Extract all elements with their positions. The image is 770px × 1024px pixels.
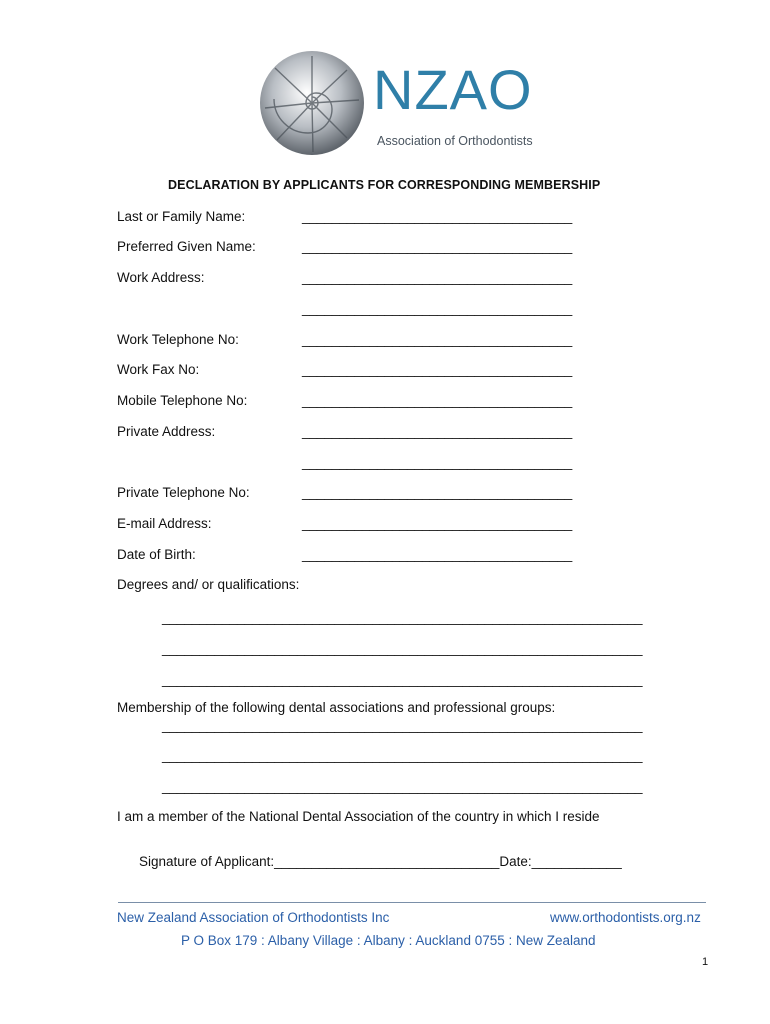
email-label: E-mail Address: [117,516,212,531]
work-address-label: Work Address: [117,270,205,285]
degrees-label: Degrees and/ or qualifications: [117,577,300,592]
footer-org-name: New Zealand Association of Orthodontists Inc [117,910,390,925]
email-field[interactable]: ____________________________________ [302,516,573,531]
work-address-field-2[interactable]: ____________________________________ [302,301,573,316]
degrees-field-2[interactable]: ________________________________________________________________ [162,641,643,656]
degrees-field-3[interactable]: ________________________________________________________________ [162,672,643,687]
logo-subtitle: Association of Orthodontists [377,134,533,148]
private-address-field-2[interactable]: ____________________________________ [302,455,573,470]
footer-address: P O Box 179 : Albany Village : Albany : Auckland 0755 : New Zealand [181,933,596,948]
mobile-field[interactable]: ____________________________________ [302,393,573,408]
logo-wordmark: NZAO [373,58,533,121]
dob-field[interactable]: ____________________________________ [302,547,573,562]
member-statement: I am a member of the National Dental Association of the country in which I reside [117,809,600,824]
private-address-label: Private Address: [117,424,216,439]
given-name-label: Preferred Given Name: [117,239,256,254]
membership-field-3[interactable]: ________________________________________________________________ [162,779,643,794]
given-name-field[interactable]: ____________________________________ [302,239,573,254]
membership-label: Membership of the following dental associations and professional groups: [117,700,556,715]
work-fax-label: Work Fax No: [117,362,200,377]
membership-field-1[interactable]: ________________________________________________________________ [162,718,643,733]
mobile-label: Mobile Telephone No: [117,393,248,408]
private-address-field-1[interactable]: ____________________________________ [302,424,573,439]
last-name-field[interactable]: ____________________________________ [302,209,573,224]
dob-label: Date of Birth: [117,547,196,562]
nautilus-shell-icon [255,48,370,163]
work-phone-field[interactable]: ____________________________________ [302,332,573,347]
footer-website-link[interactable]: www.orthodontists.org.nz [550,910,701,925]
work-phone-label: Work Telephone No: [117,332,239,347]
signature-date-line[interactable]: Signature of Applicant:______________________________Date:____________ [139,854,622,869]
private-phone-label: Private Telephone No: [117,485,250,500]
nzao-logo [255,48,575,163]
page-number: 1 [702,956,709,968]
work-address-field-1[interactable]: ____________________________________ [302,270,573,285]
private-phone-field[interactable]: ____________________________________ [302,485,573,500]
membership-field-2[interactable]: ________________________________________________________________ [162,748,643,763]
form-title: DECLARATION BY APPLICANTS FOR CORRESPONDING MEMBERSHIP [168,178,601,192]
footer-divider [118,902,706,903]
last-name-label: Last or Family Name: [117,209,246,224]
degrees-field-1[interactable]: ________________________________________________________________ [162,610,643,625]
work-fax-field[interactable]: ____________________________________ [302,362,573,377]
